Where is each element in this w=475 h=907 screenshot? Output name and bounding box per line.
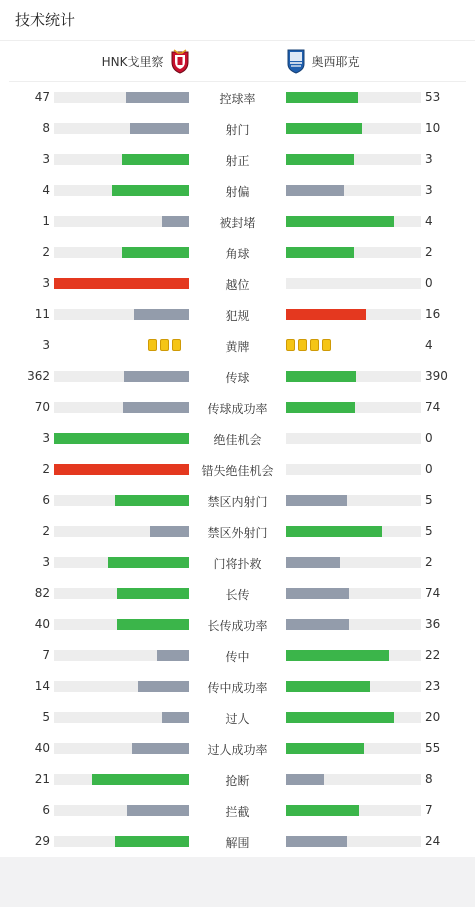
home-stat-fill xyxy=(54,464,189,475)
home-stat-value: 3 xyxy=(42,431,50,445)
stat-row xyxy=(0,237,475,268)
home-stat-fill xyxy=(117,619,189,630)
home-yellow-cards xyxy=(148,339,181,351)
home-stat-value: 21 xyxy=(34,772,50,786)
stat-row xyxy=(0,640,475,671)
home-stat-value: 3 xyxy=(42,276,50,290)
home-stat-bar xyxy=(54,402,189,413)
stat-row xyxy=(0,175,475,206)
away-stat-fill xyxy=(286,495,347,506)
away-stat-bar xyxy=(286,836,421,847)
yellow-card-icon xyxy=(322,339,331,351)
away-stat-fill xyxy=(286,247,354,258)
yellow-card-icon xyxy=(160,339,169,351)
away-stat-bar xyxy=(286,278,421,289)
away-stat-bar xyxy=(286,495,421,506)
stat-row xyxy=(0,299,475,330)
home-stat-bar xyxy=(54,278,189,289)
away-stat-value: 2 xyxy=(425,555,433,569)
stat-label: 黄牌 xyxy=(225,340,250,354)
home-stat-value: 1 xyxy=(42,214,50,228)
home-stat-fill xyxy=(122,247,190,258)
away-stat-bar xyxy=(286,123,421,134)
stat-row xyxy=(0,485,475,516)
home-stat-fill xyxy=(127,805,189,816)
away-stat-value: 390 xyxy=(425,369,448,383)
page-title: 技术统计 xyxy=(0,0,475,41)
yellow-card-icon xyxy=(298,339,307,351)
home-stat-value: 40 xyxy=(34,741,50,755)
away-stat-bar xyxy=(286,619,421,630)
home-stat-fill xyxy=(122,154,190,165)
home-stat-bar xyxy=(54,154,189,165)
away-stat-value: 10 xyxy=(425,121,441,135)
away-stat-bar xyxy=(286,247,421,258)
away-stat-fill xyxy=(286,216,394,227)
home-stat-value: 362 xyxy=(27,369,50,383)
away-stat-value: 74 xyxy=(425,400,441,414)
home-stat-fill xyxy=(157,650,189,661)
home-stat-fill xyxy=(132,743,189,754)
home-stat-bar xyxy=(54,495,189,506)
home-stat-bar xyxy=(54,216,189,227)
away-stat-value: 36 xyxy=(425,617,441,631)
away-stat-value: 0 xyxy=(425,431,433,445)
away-team[interactable] xyxy=(238,48,467,74)
stats-list xyxy=(0,82,475,857)
stat-label: 过人 xyxy=(225,712,250,726)
home-stat-bar xyxy=(54,805,189,816)
stat-row xyxy=(0,268,475,299)
stat-label: 长传成功率 xyxy=(207,619,268,633)
home-stat-value: 2 xyxy=(42,462,50,476)
home-stat-value: 29 xyxy=(34,834,50,848)
away-stat-fill xyxy=(286,681,370,692)
away-stat-bar xyxy=(286,154,421,165)
home-stat-fill xyxy=(150,526,189,537)
away-stat-bar xyxy=(286,402,421,413)
home-stat-bar xyxy=(54,743,189,754)
home-stat-bar xyxy=(54,681,189,692)
home-stat-fill xyxy=(108,557,189,568)
away-stat-bar xyxy=(286,309,421,320)
home-stat-bar xyxy=(54,588,189,599)
stat-label: 传中 xyxy=(225,650,250,664)
stat-label: 错失绝佳机会 xyxy=(201,464,274,478)
teams-header xyxy=(9,41,466,82)
home-stat-fill xyxy=(112,185,189,196)
home-stat-fill xyxy=(123,402,189,413)
home-team[interactable] xyxy=(9,48,238,74)
home-stat-bar xyxy=(54,185,189,196)
away-stat-value: 53 xyxy=(425,90,441,104)
home-stat-bar xyxy=(54,836,189,847)
away-stat-value: 8 xyxy=(425,772,433,786)
away-stat-bar xyxy=(286,588,421,599)
stat-label: 被封堵 xyxy=(219,216,256,230)
away-stat-value: 24 xyxy=(425,834,441,848)
home-stat-value: 2 xyxy=(42,524,50,538)
stat-row xyxy=(0,578,475,609)
home-stat-fill xyxy=(117,588,189,599)
away-stat-value: 3 xyxy=(425,152,433,166)
home-stat-value: 6 xyxy=(42,493,50,507)
hnk-gorica-crest-icon xyxy=(170,48,190,74)
away-stat-value: 0 xyxy=(425,276,433,290)
away-stat-fill xyxy=(286,805,359,816)
stat-label: 角球 xyxy=(225,247,250,261)
stat-label: 射正 xyxy=(225,154,250,168)
yellow-card-icon xyxy=(310,339,319,351)
away-stat-fill xyxy=(286,712,394,723)
away-stat-fill xyxy=(286,154,354,165)
home-stat-fill xyxy=(162,712,189,723)
home-stat-bar xyxy=(54,619,189,630)
yellow-card-icon xyxy=(172,339,181,351)
home-stat-value: 4 xyxy=(42,183,50,197)
home-stat-value: 3 xyxy=(42,338,50,352)
stat-label: 越位 xyxy=(225,278,250,292)
away-stat-bar xyxy=(286,650,421,661)
stat-row xyxy=(0,392,475,423)
yellow-card-icon xyxy=(148,339,157,351)
stat-label: 射偏 xyxy=(225,185,250,199)
stat-label: 传球成功率 xyxy=(207,402,268,416)
away-stat-value: 3 xyxy=(425,183,433,197)
home-stat-fill xyxy=(130,123,189,134)
away-stat-fill xyxy=(286,557,340,568)
stat-row xyxy=(0,113,475,144)
away-stat-value: 0 xyxy=(425,462,433,476)
away-stat-fill xyxy=(286,619,349,630)
home-team-name: HNK戈里察 xyxy=(101,54,164,69)
home-stat-fill xyxy=(162,216,189,227)
home-stat-bar xyxy=(54,557,189,568)
stat-label: 门将扑救 xyxy=(213,557,262,571)
away-stat-fill xyxy=(286,650,389,661)
stat-row xyxy=(0,361,475,392)
stat-label: 传球 xyxy=(225,371,250,385)
stat-label: 禁区内射门 xyxy=(207,495,268,509)
stat-row xyxy=(0,330,475,361)
stat-label: 解围 xyxy=(225,836,250,850)
stat-row xyxy=(0,795,475,826)
away-stat-bar xyxy=(286,743,421,754)
stat-row xyxy=(0,516,475,547)
away-stat-bar xyxy=(286,805,421,816)
home-stat-bar xyxy=(54,433,189,444)
home-stat-value: 2 xyxy=(42,245,50,259)
away-stat-bar xyxy=(286,681,421,692)
home-stat-value: 3 xyxy=(42,555,50,569)
away-stat-value: 20 xyxy=(425,710,441,724)
home-stat-value: 47 xyxy=(34,90,50,104)
home-stat-fill xyxy=(124,371,189,382)
home-stat-fill xyxy=(54,278,189,289)
home-stat-value: 82 xyxy=(34,586,50,600)
away-stat-fill xyxy=(286,526,382,537)
stat-row xyxy=(0,547,475,578)
away-stat-value: 5 xyxy=(425,524,433,538)
away-stat-bar xyxy=(286,92,421,103)
away-stat-fill xyxy=(286,774,324,785)
away-stat-fill xyxy=(286,371,356,382)
yellow-card-icon xyxy=(286,339,295,351)
away-stat-bar xyxy=(286,185,421,196)
away-stat-bar xyxy=(286,557,421,568)
home-stat-fill xyxy=(115,836,189,847)
away-stat-bar xyxy=(286,712,421,723)
stat-label: 射门 xyxy=(225,123,250,137)
home-stat-fill xyxy=(92,774,189,785)
away-stat-value: 2 xyxy=(425,245,433,259)
stat-row xyxy=(0,454,475,485)
stat-row xyxy=(0,82,475,113)
away-stat-fill xyxy=(286,309,366,320)
home-stat-value: 70 xyxy=(34,400,50,414)
away-stat-value: 4 xyxy=(425,338,433,352)
stat-label: 过人成功率 xyxy=(207,743,268,757)
away-stat-fill xyxy=(286,123,362,134)
stat-row xyxy=(0,671,475,702)
osijek-crest-icon xyxy=(286,48,306,74)
stat-label: 禁区外射门 xyxy=(207,526,268,540)
home-stat-bar xyxy=(54,247,189,258)
away-stat-value: 23 xyxy=(425,679,441,693)
away-stat-bar xyxy=(286,216,421,227)
home-stat-value: 8 xyxy=(42,121,50,135)
home-stat-fill xyxy=(138,681,189,692)
away-team-name: 奥西耶克 xyxy=(311,54,360,69)
stat-label: 犯规 xyxy=(225,309,250,323)
away-stat-bar xyxy=(286,464,421,475)
home-stat-value: 6 xyxy=(42,803,50,817)
stat-row xyxy=(0,733,475,764)
home-stat-fill xyxy=(54,433,189,444)
home-stat-bar xyxy=(54,92,189,103)
away-stat-value: 5 xyxy=(425,493,433,507)
home-stat-fill xyxy=(115,495,189,506)
stat-label: 长传 xyxy=(225,588,250,602)
away-stat-fill xyxy=(286,185,344,196)
stat-row xyxy=(0,144,475,175)
stat-row xyxy=(0,609,475,640)
home-stat-value: 11 xyxy=(34,307,50,321)
home-stat-bar xyxy=(54,464,189,475)
away-stat-fill xyxy=(286,588,349,599)
away-stat-value: 55 xyxy=(425,741,441,755)
away-stat-bar xyxy=(286,774,421,785)
home-stat-bar xyxy=(54,309,189,320)
home-stat-bar xyxy=(54,774,189,785)
home-stat-value: 5 xyxy=(42,710,50,724)
home-stat-fill xyxy=(134,309,189,320)
home-stat-fill xyxy=(126,92,189,103)
away-stat-value: 4 xyxy=(425,214,433,228)
away-stat-value: 22 xyxy=(425,648,441,662)
home-stat-value: 3 xyxy=(42,152,50,166)
home-stat-bar xyxy=(54,123,189,134)
stat-row xyxy=(0,702,475,733)
home-stat-bar xyxy=(54,712,189,723)
away-stat-fill xyxy=(286,92,358,103)
home-stat-value: 14 xyxy=(34,679,50,693)
away-stat-fill xyxy=(286,402,355,413)
home-stat-bar xyxy=(54,650,189,661)
stat-row xyxy=(0,206,475,237)
stat-row xyxy=(0,423,475,454)
away-stat-value: 16 xyxy=(425,307,441,321)
home-stat-bar xyxy=(54,371,189,382)
away-stat-value: 74 xyxy=(425,586,441,600)
stat-label: 绝佳机会 xyxy=(213,433,262,447)
stat-row xyxy=(0,826,475,857)
home-stat-value: 7 xyxy=(42,648,50,662)
away-stat-fill xyxy=(286,836,347,847)
away-yellow-cards xyxy=(286,339,331,351)
stat-row xyxy=(0,764,475,795)
home-stat-value: 40 xyxy=(34,617,50,631)
away-stat-fill xyxy=(286,743,364,754)
stat-label: 拦截 xyxy=(225,805,250,819)
away-stat-bar xyxy=(286,371,421,382)
away-stat-bar xyxy=(286,433,421,444)
home-stat-bar xyxy=(54,526,189,537)
stat-label: 控球率 xyxy=(219,92,256,106)
away-stat-value: 7 xyxy=(425,803,433,817)
stat-label: 传中成功率 xyxy=(207,681,268,695)
away-stat-bar xyxy=(286,526,421,537)
stat-label: 抢断 xyxy=(225,774,250,788)
